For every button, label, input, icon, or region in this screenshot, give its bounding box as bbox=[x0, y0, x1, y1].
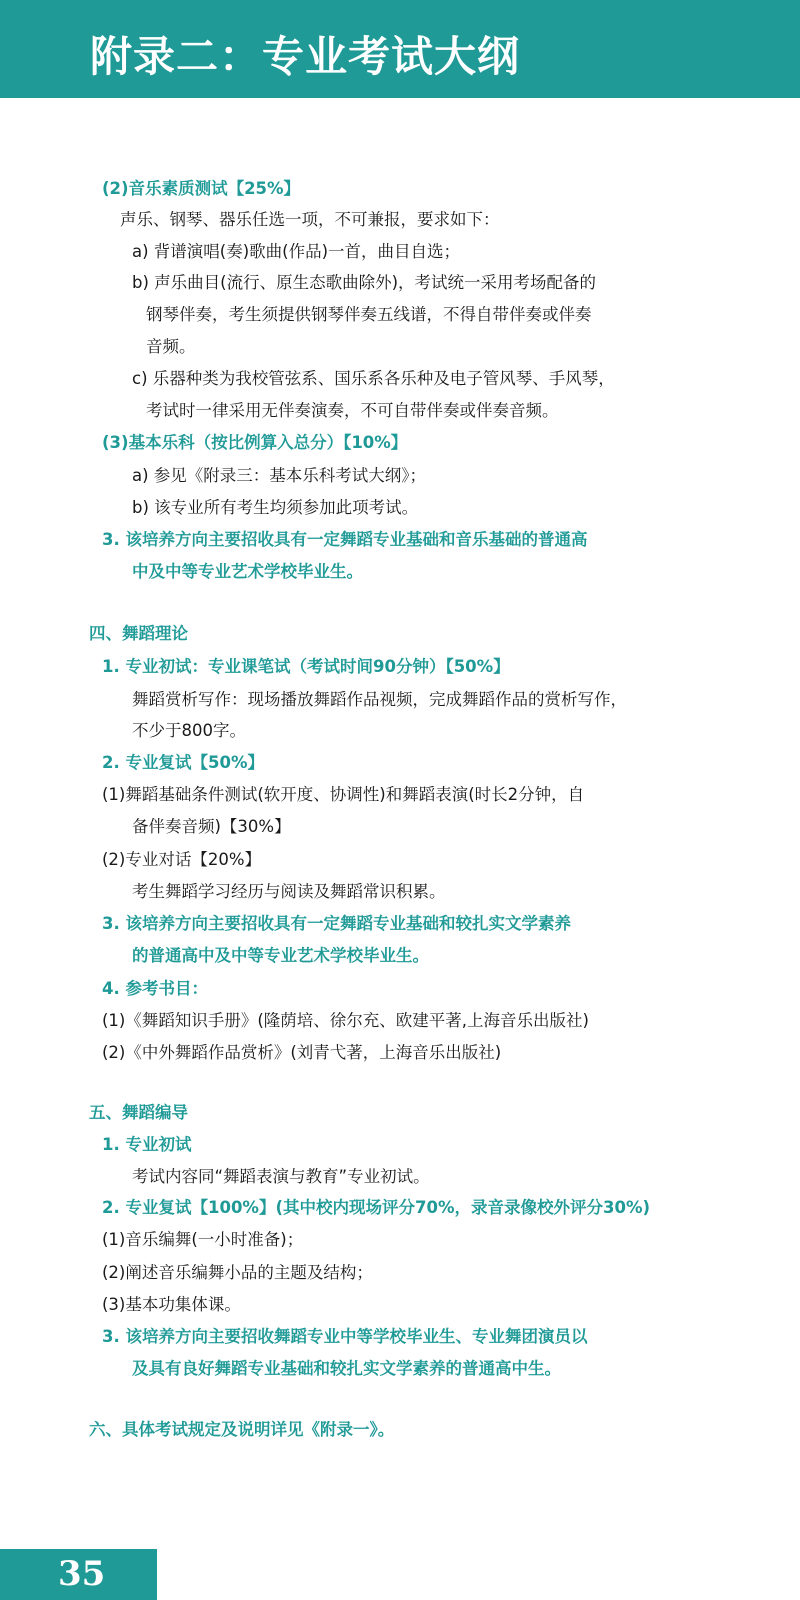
text-line: (2)音乐素质测试【25%】 bbox=[102, 179, 301, 198]
text-line: b) 声乐曲目(流行、原生态歌曲除外)，考试统一采用考场配备的 bbox=[132, 273, 597, 292]
text-line: 3. 该培养方向主要招收舞蹈专业中等学校毕业生、专业舞团演员以 bbox=[102, 1327, 588, 1346]
text-line: 考试时一律采用无伴奏演奏，不可自带伴奏或伴奏音频。 bbox=[146, 401, 559, 420]
text-line: 考试内容同“舞蹈表演与教育”专业初试。 bbox=[132, 1167, 430, 1186]
text-line: 4. 参考书目： bbox=[102, 979, 208, 998]
text-line: (2)阐述音乐编舞小品的主题及结构； bbox=[102, 1263, 373, 1282]
page-number: 35 bbox=[58, 1554, 106, 1594]
text-line: 考生舞蹈学习经历与阅读及舞蹈常识积累。 bbox=[132, 882, 446, 901]
text-line: c) 乐器种类为我校管弦系、国乐系各乐种及电子管风琴、手风琴， bbox=[132, 369, 615, 388]
text-line: 舞蹈赏析写作：现场播放舞蹈作品视频，完成舞蹈作品的赏析写作， bbox=[132, 690, 627, 709]
text-line: 3. 该培养方向主要招收具有一定舞蹈专业基础和音乐基础的普通高 bbox=[102, 530, 588, 549]
text-line: a) 背谱演唱(奏)歌曲(作品)一首，曲目自选； bbox=[132, 242, 461, 261]
text-line: 钢琴伴奏，考生须提供钢琴伴奏五线谱，不得自带伴奏或伴奏 bbox=[146, 305, 592, 324]
text-line: 的普通高中及中等专业艺术学校毕业生。 bbox=[132, 946, 429, 965]
text-line: (3)基本乐科（按比例算入总分）【10%】 bbox=[102, 433, 408, 452]
text-line: (2)《中外舞蹈作品赏析》(刘青弋著，上海音乐出版社) bbox=[102, 1043, 502, 1062]
text-line: 2. 专业复试【100%】(其中校内现场评分70%，录音录像校外评分30%) bbox=[102, 1198, 651, 1217]
text-line: 中及中等专业艺术学校毕业生。 bbox=[132, 562, 363, 581]
text-line: (1)音乐编舞(一小时准备)； bbox=[102, 1230, 304, 1249]
text-line: 2. 专业复试【50%】 bbox=[102, 753, 264, 772]
page-title: 附录二：专业考试大纲 bbox=[90, 32, 521, 81]
text-line: 不少于800字。 bbox=[132, 721, 246, 740]
text-line: 1. 专业初试 bbox=[102, 1135, 192, 1154]
text-line: 六、具体考试规定及说明详见《附录一》。 bbox=[89, 1420, 395, 1439]
text-line: 3. 该培养方向主要招收具有一定舞蹈专业基础和较扎实文学素养 bbox=[102, 914, 571, 933]
text-line: 及具有良好舞蹈专业基础和较扎实文学素养的普通高中生。 bbox=[132, 1359, 561, 1378]
text-line: 1. 专业初试：专业课笔试（考试时间90分钟）【50%】 bbox=[102, 657, 510, 676]
text-line: 声乐、钢琴、器乐任选一项，不可兼报，要求如下： bbox=[120, 210, 500, 229]
text-line: (1)《舞蹈知识手册》(隆荫培、徐尔充、欧建平著,上海音乐出版社) bbox=[102, 1011, 589, 1030]
text-line: 音频。 bbox=[146, 337, 196, 356]
text-line: (1)舞蹈基础条件测试(软开度、协调性)和舞蹈表演(时长2分钟，自 bbox=[102, 785, 585, 804]
text-line: 五、舞蹈编导 bbox=[89, 1103, 188, 1122]
text-line: (3)基本功集体课。 bbox=[102, 1295, 241, 1314]
text-line: a) 参见《附录三：基本乐科考试大纲》； bbox=[132, 466, 427, 485]
text-line: 四、舞蹈理论 bbox=[89, 624, 188, 643]
text-line: b) 该专业所有考生均须参加此项考试。 bbox=[132, 498, 419, 517]
text-line: (2)专业对话【20%】 bbox=[102, 850, 262, 869]
page-number-box bbox=[0, 1549, 157, 1600]
text-line: 备伴奏音频)【30%】 bbox=[132, 817, 291, 836]
